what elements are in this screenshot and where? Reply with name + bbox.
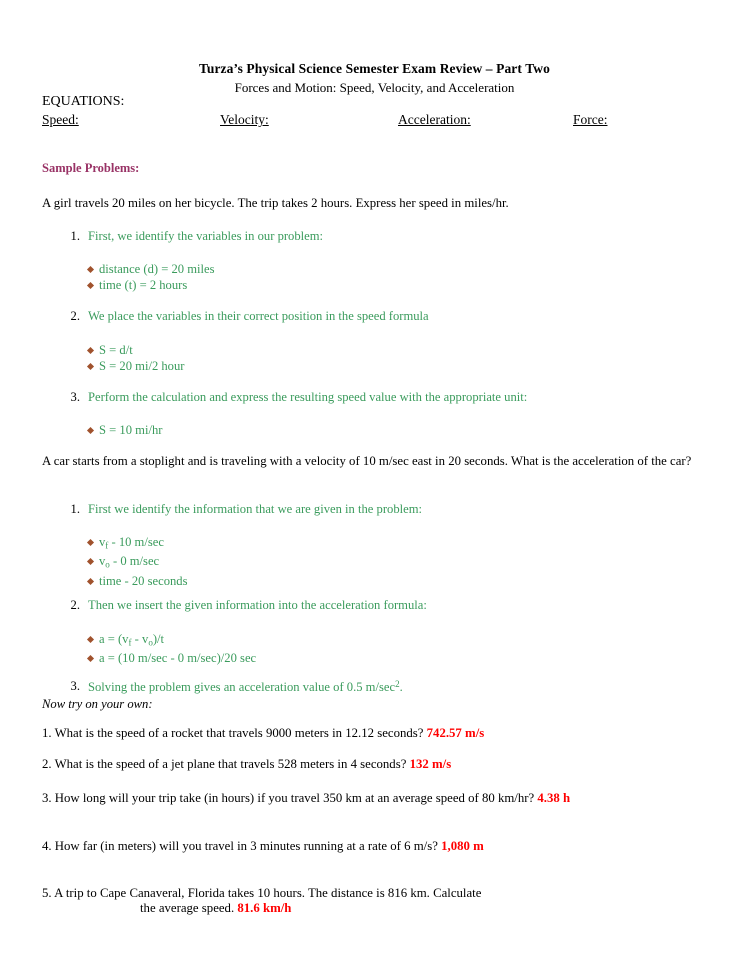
list-item: S = 10 mi/hr <box>88 422 162 438</box>
list-item: time (t) = 2 hours <box>88 277 215 293</box>
equations-label: EQUATIONS: <box>42 94 125 109</box>
variable-symbol: time - 20 seconds <box>99 573 188 588</box>
formula-subscript: o <box>148 637 153 648</box>
list-item <box>88 650 256 666</box>
equation-heading-force: Force: <box>573 112 608 127</box>
formula-subscript: f <box>128 637 132 648</box>
question-text: 2. What is the speed of a jet plane that travels 528 meters in 4 seconds? <box>42 757 410 771</box>
problem2-step-2-bullets <box>88 631 256 666</box>
practice-question-2 <box>42 757 451 772</box>
problem1-step-1 <box>70 229 324 244</box>
practice-question-5-line2 <box>140 901 291 916</box>
problem1-step-3-number: 3. <box>70 390 80 404</box>
list-item <box>88 553 188 572</box>
equation-heading-velocity: Velocity: <box>220 112 269 127</box>
practice-heading: Now try on your own: <box>42 697 153 711</box>
formula-part: a = (10 m/sec - 0 m/sec)/20 sec <box>99 651 257 666</box>
question-text: 5. A trip to Cape Canaveral, Florida takes 10 hours. The distance is 816 km. Calculate <box>42 886 482 900</box>
problem2-step-1 <box>70 502 422 517</box>
question-text: the average speed. <box>140 901 238 915</box>
problem1-step-2-bullets <box>88 342 184 374</box>
equations-row <box>42 112 662 130</box>
problem2-step-2-number: 2. <box>70 598 80 612</box>
equation-heading-acceleration: Acceleration: <box>398 112 471 127</box>
question-answer: 81.6 km/h <box>237 901 292 915</box>
problem1-step-1-number: 1. <box>70 229 80 243</box>
question-answer: 742.57 m/s <box>426 726 485 740</box>
list-item: S = d/t <box>88 342 184 358</box>
question-answer: 4.38 h <box>537 791 571 805</box>
sample-problems-heading: Sample Problems: <box>42 161 140 175</box>
exponent: 2 <box>395 679 400 689</box>
problem1-step-3-bullets <box>88 422 162 438</box>
problem2-step-2-text: Then we insert the given information into the acceleration formula: <box>88 598 427 612</box>
list-item: S = 20 mi/2 hour <box>88 358 184 374</box>
list-item: distance (d) = 20 miles <box>88 261 215 277</box>
problem1-step-3-text: Perform the calculation and express the resulting speed value with the appropriate unit: <box>88 390 528 404</box>
formula-part: - v <box>131 632 149 646</box>
problem2-step-3 <box>70 679 403 695</box>
problem1-step-2 <box>70 309 429 324</box>
question-text: 1. What is the speed of a rocket that travels 9000 meters in 12.12 seconds? <box>42 726 427 740</box>
problem1-step-3 <box>70 390 528 405</box>
variable-subscript: f <box>105 540 109 551</box>
question-text: 3. How long will your trip take (in hours) if you travel 350 km at an average speed of 80 km/hr? <box>42 791 538 805</box>
variable-symbol: v <box>99 554 106 569</box>
problem2-step-2 <box>70 598 427 613</box>
practice-question-4 <box>42 839 484 854</box>
practice-question-5 <box>42 886 481 901</box>
problem2-step-1-bullets <box>88 534 188 589</box>
page-title: Turza’s Physical Science Semester Exam Review – Part Two <box>198 61 551 76</box>
question-answer: 132 m/s <box>409 757 452 771</box>
variable-value: - 0 m/sec <box>109 554 160 569</box>
problem1-step-2-number: 2. <box>70 309 80 323</box>
page-subtitle: Forces and Motion: Speed, Velocity, and Acceleration <box>234 80 515 95</box>
list-item <box>88 631 256 650</box>
list-item <box>88 534 188 553</box>
problem2-step-3-body: Solving the problem gives an acceleration value of 0.5 m/sec <box>88 680 396 695</box>
list-item <box>88 573 188 589</box>
problem2-step-1-number: 1. <box>70 502 80 516</box>
formula-part: )/t <box>152 632 165 646</box>
period: . <box>399 680 403 695</box>
problem1-step-2-text: We place the variables in their correct position in the speed formula <box>88 309 429 323</box>
problem2-step-1-text: First we identify the information that we are given in the problem: <box>88 502 422 516</box>
practice-question-3 <box>42 791 570 806</box>
problem1-step-1-text: First, we identify the variables in our problem: <box>88 229 324 243</box>
problem1-prompt: A girl travels 20 miles on her bicycle. The trip takes 2 hours. Express her speed in miles/hr. <box>42 196 509 210</box>
variable-value: - 10 m/sec <box>108 535 164 549</box>
variable-symbol: v <box>99 535 106 549</box>
equation-heading-speed: Speed: <box>42 112 79 127</box>
question-text: 4. How far (in meters) will you travel in 3 minutes running at a rate of 6 m/s? <box>42 839 442 853</box>
variable-subscript: o <box>105 559 110 570</box>
practice-question-1 <box>42 726 484 741</box>
problem2-prompt: A car starts from a stoplight and is traveling with a velocity of 10 m/sec east in 20 seconds. What is the acceleration of the car? <box>42 454 692 468</box>
problem2-step-3-text <box>88 680 403 694</box>
problem1-step-1-bullets <box>88 261 215 293</box>
problem2-step-3-number: 3. <box>70 679 80 693</box>
question-answer: 1,080 m <box>441 839 484 853</box>
formula-part: a = (v <box>99 632 129 646</box>
